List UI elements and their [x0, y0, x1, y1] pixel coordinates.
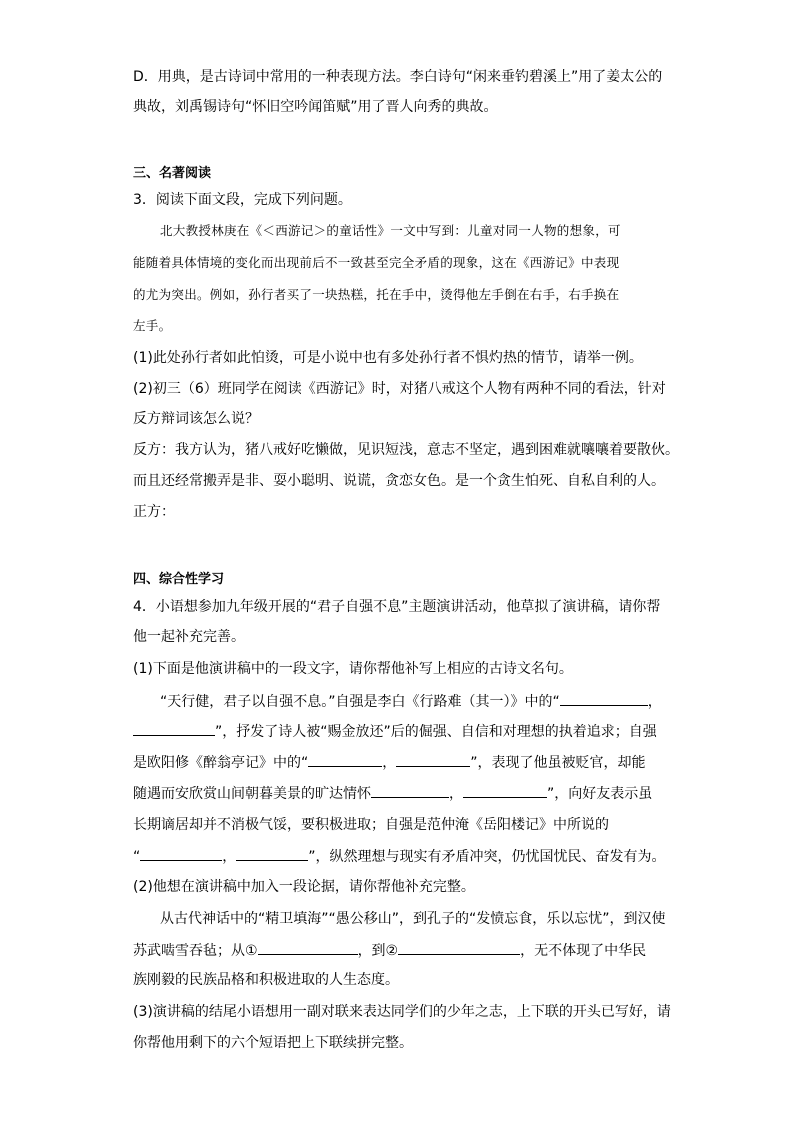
affirmative-label: 正方：	[133, 504, 175, 520]
section-heading-4: 四、综合性学习	[133, 572, 225, 587]
fill-blank[interactable]	[463, 783, 547, 798]
speech-line-3-text-a: 是欧阳修《醉翁亭记》中的“	[133, 755, 309, 771]
fill-blank[interactable]	[371, 783, 449, 798]
section-heading-3: 三、名著阅读	[133, 166, 212, 181]
argument-line-2-text-b: ，到②	[357, 943, 399, 959]
speech-line-2-text: ”，抒发了诗人被“赐金放还”后的倔强、自信和对理想的执着追求；自强	[215, 724, 657, 740]
speech-line-4	[133, 783, 673, 804]
option-d-line-2: 典故，刘禹锡诗句“怀旧空吟闻笛赋”用了晋人向秀的典故。	[133, 99, 498, 115]
task-2: (2)他想在演讲稿中加入一段论据，请你帮他补充完整。	[133, 879, 475, 895]
opposing-argument-line-2: 而且还经常搬弄是非、耍小聪明、说谎，贪恋女色。是一个贪生怕死、自私自利的人。	[133, 473, 665, 489]
fill-blank[interactable]	[560, 691, 648, 706]
speech-line-4-text-c: ”，向好友表示虽	[547, 786, 653, 802]
excerpt-line-3: 的尤为突出。例如，孙行者买了一块热糕，托在手中，烫得他左手倒在右手，右手换在	[133, 287, 620, 302]
excerpt-line-1: 北大教授林庚在《＜西游记＞的童话性》一文中写到：儿童对同一人物的想象，可	[160, 223, 621, 238]
subquestion-1: (1)此处孙行者如此怕烫，可是小说中也有多处孙行者不惧灼热的情节，请举一例。	[133, 350, 643, 366]
speech-line-2	[133, 721, 673, 742]
argument-line-2-text-a: 苏武啮雪吞毡；从①	[133, 943, 258, 959]
subquestion-2-line-1: (2)初三（6）班同学在阅读《西游记》时，对猪八戒这个人物有两种不同的看法，针对	[133, 381, 666, 397]
fill-blank[interactable]	[236, 846, 308, 861]
question-4-line-1: 4．小语想参加九年级开展的“君子自强不息”主题演讲活动，他草拟了演讲稿，请你帮	[133, 599, 661, 615]
opposing-argument-line-1: 反方：我方认为，猪八戒好吃懒做，见识短浅，意志不坚定，遇到困难就嚷嚷着要散伙。	[133, 442, 679, 458]
option-d-line-1: D．用典，是古诗词中常用的一种表现方法。李白诗句“闲来垂钓碧溪上”用了姜太公的	[133, 69, 663, 85]
excerpt-line-2: 能随着具体情境的变化而出现前后不一致甚至完全矛盾的现象，这在《西游记》中表现	[133, 255, 620, 270]
speech-line-3-text-c: ”，表现了他虽被贬官，却能	[470, 755, 646, 771]
fill-blank[interactable]	[308, 752, 382, 767]
fill-blank[interactable]	[396, 752, 470, 767]
argument-line-2-text-c: ，无不体现了中华民	[520, 943, 647, 959]
speech-line-6-text-c: ”，纵然理想与现实有矛盾冲突，仍忧国忧民、奋发有为。	[308, 849, 666, 865]
task-1: (1)下面是他演讲稿中的一段文字，请你帮他补写上相应的古诗文名句。	[133, 661, 573, 677]
question-4-line-2: 他一起补充完善。	[133, 629, 245, 645]
fill-blank[interactable]	[398, 940, 520, 955]
speech-line-6-text-b: ，	[222, 849, 237, 865]
fill-blank[interactable]	[258, 940, 358, 955]
speech-line-5: 长期谪居却并不消极气馁，要积极进取；自强是范仲淹《岳阳楼记》中所说的	[133, 817, 609, 833]
speech-line-1-end: ，	[647, 694, 662, 710]
speech-line-4-text-b: ，	[449, 786, 463, 802]
fill-blank[interactable]	[133, 721, 215, 736]
argument-line-2	[133, 940, 673, 961]
speech-line-4-text-a: 随遇而安欣赏山间朝暮美景的旷达情怀	[133, 786, 371, 802]
argument-line-1: 从古代神话中的“精卫填海”“愚公移山”，到孔子的“发愤忘食，乐以忘忧”，到汉使	[160, 911, 666, 927]
speech-line-3-text-b: ，	[382, 755, 397, 771]
fill-blank[interactable]	[140, 846, 222, 861]
speech-line-3	[133, 752, 673, 773]
speech-line-1	[160, 691, 700, 712]
subquestion-2-line-2: 反方辩词该怎么说？	[133, 411, 259, 427]
argument-line-3: 族刚毅的民族品格和积极进取的人生态度。	[133, 972, 399, 988]
question-3-prompt: 3．阅读下面文段，完成下列问题。	[133, 192, 352, 208]
excerpt-line-4: 左手。	[133, 318, 172, 333]
speech-line-1-text: “天行健，君子以自强不息。”自强是李白《行路难（其一）》中的“	[160, 694, 560, 710]
task-3-line-2: 你帮他用剩下的六个短语把上下联续拼完整。	[133, 1035, 413, 1051]
speech-line-6	[133, 846, 673, 867]
speech-line-6-text-a: “	[133, 849, 141, 865]
task-3-line-1: (3)演讲稿的结尾小语想用一副对联来表达同学们的少年之志，上下联的开头已写好，请	[133, 1004, 671, 1020]
